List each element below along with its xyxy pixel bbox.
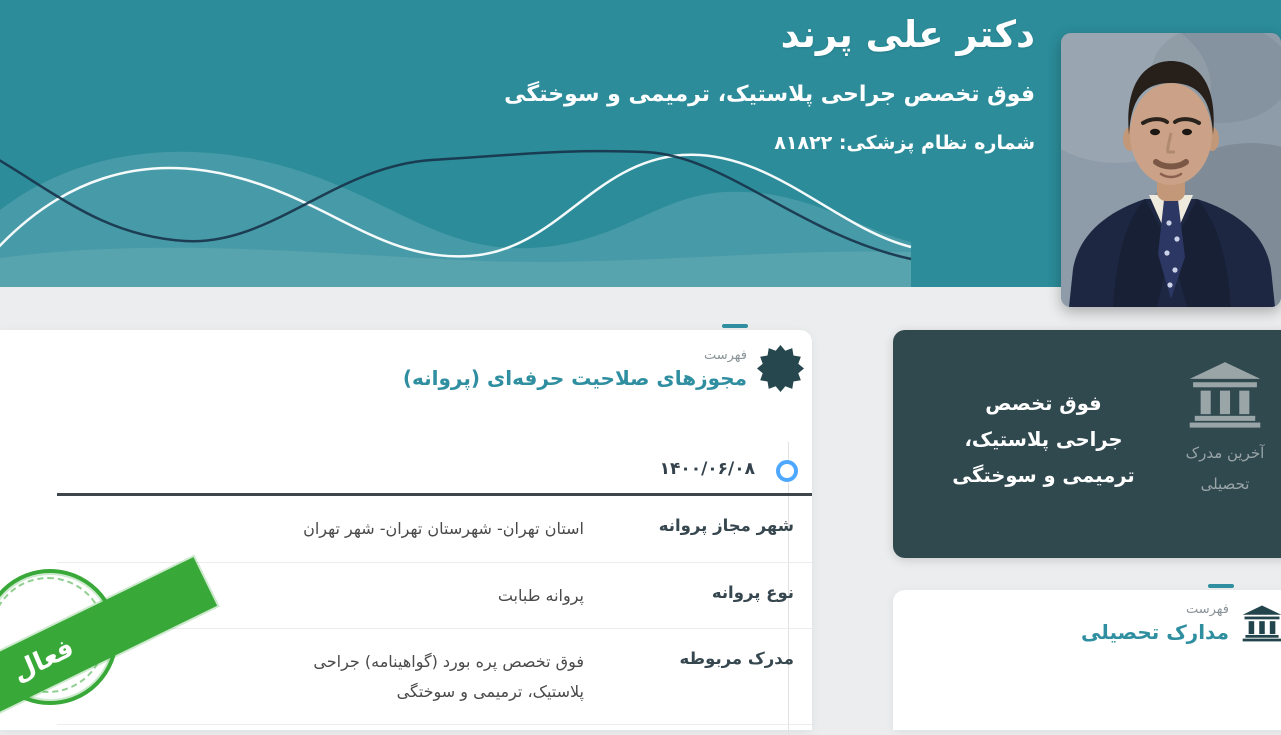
row-label: مدرک مربوطه [679, 649, 794, 669]
licenses-card [0, 330, 812, 730]
card-top-accent-dash [722, 324, 748, 328]
education-card-header [1081, 602, 1281, 644]
portrait-illustration [1061, 33, 1281, 307]
timeline-dot[interactable] [776, 460, 798, 482]
card-top-accent-dash [1208, 584, 1234, 588]
licenses-list-label: فهرست [703, 347, 747, 363]
table-row [57, 563, 812, 630]
table-row [57, 496, 812, 563]
seal-badge-icon [757, 345, 804, 392]
doctor-specialty: فوق تخصص جراحی پلاستیک، ترمیمی و سوختگی [504, 82, 1035, 108]
education-card-title: مدارک تحصیلی [1081, 620, 1229, 644]
university-icon [1183, 360, 1267, 428]
row-value: استان تهران- شهرستان تهران- شهر تهران [303, 519, 584, 538]
row-value: پروانه طبابت [497, 585, 584, 605]
latest-degree-card [893, 330, 1281, 558]
latest-degree-value: فوق تخصص جراحی پلاستیک، ترمیمی و سوختگی [952, 392, 1135, 488]
licenses-card-title: مجوزهای صلاحیت حرفه‌ای (پروانه) [402, 365, 747, 390]
row-label: نوع پروانه [711, 582, 794, 602]
education-documents-card [893, 590, 1281, 730]
doctor-photo [1061, 33, 1281, 307]
education-list-label: فهرست [1185, 602, 1229, 617]
row-value: فوق تخصص پره بورد (گواهینامه) جراحی پلاستیک، ترمیمی و سوختگی [313, 652, 584, 701]
license-entry-date: ۱۴۰۰/۰۶/۰۸ [659, 459, 755, 479]
medical-council-number: شماره نظام پزشکی: ۸۱۸۲۲ [774, 132, 1035, 155]
latest-degree-label: آخرین مدرک تحصیلی [1185, 444, 1265, 493]
row-label: شهر مجاز پروانه [658, 516, 794, 535]
page-title: دکتر علی پرند [780, 13, 1035, 56]
status-badge: فعال [8, 632, 79, 689]
licenses-card-header [403, 345, 804, 392]
license-details-table [57, 493, 812, 725]
university-icon [1239, 604, 1281, 642]
